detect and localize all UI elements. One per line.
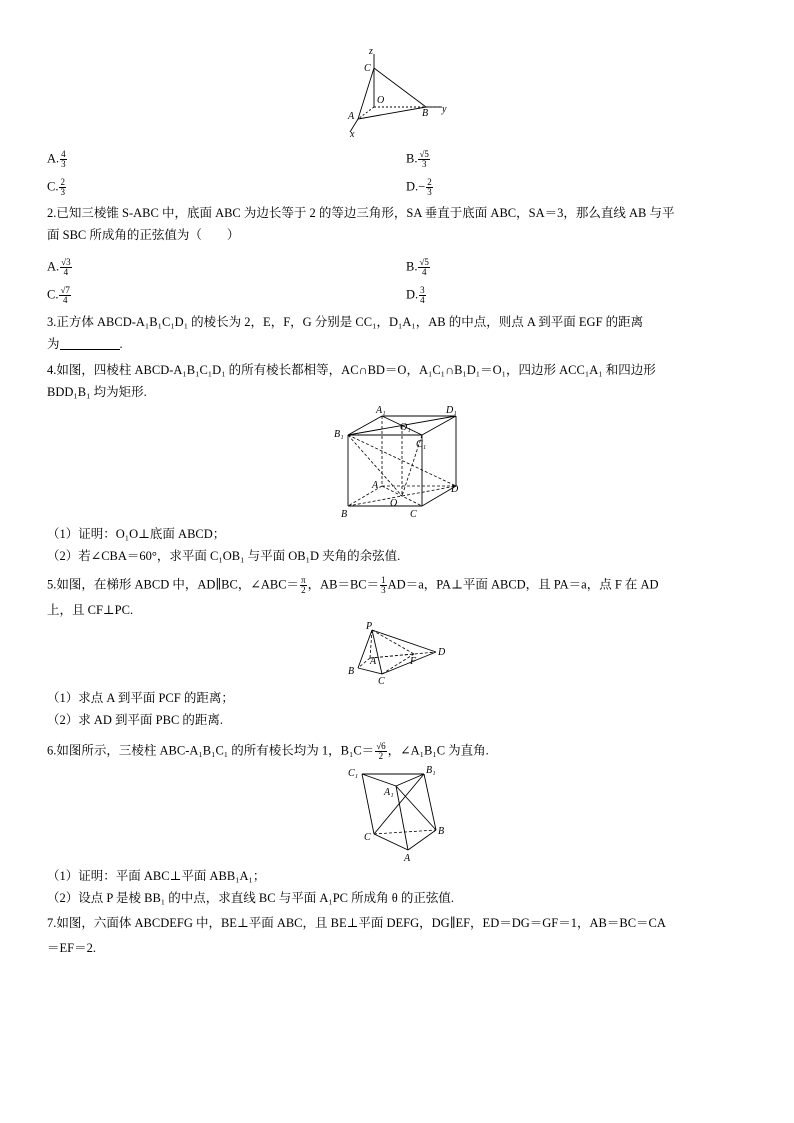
q5-sub1: （1）求点 A 到平面 PCF 的距离； bbox=[47, 691, 234, 705]
q7-stem: 7.如图，六面体 ABCDEFG 中，BE⊥平面 ABC，且 BE⊥平面 DEFG，DG∥EF，ED＝DG＝GF＝1，AB＝BC＝CA bbox=[47, 916, 666, 930]
label-A: A bbox=[370, 656, 377, 667]
label-O1: O₁ bbox=[400, 422, 411, 433]
label-z: z bbox=[369, 46, 373, 57]
label-B1: B₁ bbox=[426, 765, 436, 776]
label-F: F bbox=[410, 656, 417, 667]
label-B: B bbox=[438, 826, 445, 837]
q1-option-b: B. $\frac{√5}{3}$ bbox=[406, 149, 429, 169]
label-O: O bbox=[377, 95, 385, 106]
q2-stem-cont: 面 SBC 所成角的正弦值为（ ） bbox=[47, 228, 240, 242]
q5-stem-cont: 上，且 CF⊥PC. bbox=[47, 603, 134, 617]
figure-trapezoid-pyramid bbox=[344, 620, 454, 686]
figure-coordinate-tetrahedron bbox=[340, 44, 460, 140]
label-A: A bbox=[372, 480, 379, 491]
q6-sub2: （2）设点 P 是棱 BB₁ 的中点，求直线 BC 与平面 A₁PC 所成角 θ 的正弦值. bbox=[47, 891, 454, 905]
label-D1: D₁ bbox=[446, 405, 457, 416]
figure-triangular-prism bbox=[344, 762, 454, 864]
label-C: C bbox=[364, 63, 371, 74]
label-C: C bbox=[364, 832, 371, 843]
q3-stem: 3.正方体 ABCD-A₁B₁C₁D₁ 的棱长为 2，E，F，G 分别是 CC₁，D₁A₁，AB 的中点，则点 A 到平面 EGF 的距离 bbox=[47, 315, 644, 329]
q4-stem: 4.如图，四棱柱 ABCD-A₁B₁C₁D₁ 的所有棱长都相等，AC∩BD＝O，A₁C₁∩B₁D₁＝O₁，四边形 ACC₁A₁ 和四边形 bbox=[47, 363, 656, 377]
q5-stem: 5.如图，在梯形 ABCD 中，AD∥BC，∠ABC＝ $\frac{\pi}{2}$ ，AB＝BC＝ $\frac{1}{3}$ AD＝a，PA⊥平面 ABCD，且 PA＝a，点 F 在 AD bbox=[47, 575, 659, 595]
label-C: C bbox=[410, 509, 417, 520]
q6-sub1: （1）证明：平面 ABC⊥平面 ABB₁A₁； bbox=[47, 869, 266, 883]
label-B1: B₁ bbox=[334, 429, 344, 440]
q7-stem-cont: ＝EF＝2. bbox=[47, 941, 96, 955]
q5-sub2: （2）求 AD 到平面 PBC 的距离. bbox=[47, 713, 224, 727]
q2-option-a: A. $\frac{√3}{4}$ bbox=[47, 257, 71, 277]
label-y: y bbox=[442, 104, 447, 115]
label-A: A bbox=[404, 853, 411, 864]
q2-option-c: C. $\frac{√7}{4}$ bbox=[47, 285, 70, 305]
label-C1: C₁ bbox=[416, 439, 427, 450]
label-D: D bbox=[438, 647, 446, 658]
label-O: O bbox=[390, 498, 398, 509]
q2-stem: 2.已知三棱锥 S-ABC 中，底面 ABC 为边长等于 2 的等边三角形，SA 垂直于底面 ABC，SA＝3，那么直线 AB 与平 bbox=[47, 206, 675, 220]
label-B: B bbox=[422, 108, 429, 119]
label-B: B bbox=[348, 666, 355, 677]
label-A: A bbox=[348, 111, 355, 122]
q2-option-b: B. $\frac{√5}{4}$ bbox=[406, 257, 429, 277]
label-B: B bbox=[341, 509, 348, 520]
edge-AB bbox=[358, 107, 429, 119]
label-P: P bbox=[366, 621, 373, 632]
answer-blank bbox=[60, 337, 120, 350]
edge-CA bbox=[358, 68, 374, 119]
q4-sub1: （1）证明：O₁O⊥底面 ABCD； bbox=[47, 527, 226, 541]
label-x: x bbox=[350, 129, 355, 140]
q1-option-d: D.− $\frac{2}{3}$ bbox=[406, 177, 432, 197]
label-A1: A₁ bbox=[384, 787, 394, 798]
label-C1: C₁ bbox=[348, 768, 359, 779]
q3-stem-cont: 为 . bbox=[47, 337, 123, 351]
label-C: C bbox=[378, 676, 385, 686]
q2-option-d: D. $\frac{3}{4}$ bbox=[406, 285, 425, 305]
q6-stem: 6.如图所示，三棱柱 ABC-A₁B₁C₁ 的所有棱长均为 1，B₁C＝ $\frac{√6}{2}$ ，∠A₁B₁C 为直角. bbox=[47, 741, 489, 761]
q4-stem-cont: BDD₁B₁ 均为矩形. bbox=[47, 385, 147, 399]
label-D: D bbox=[451, 484, 459, 495]
label-A1: A₁ bbox=[376, 405, 386, 416]
q4-sub2: （2）若∠CBA＝60°，求平面 C₁OB₁ 与平面 OB₁D 夹角的余弦值. bbox=[47, 549, 401, 563]
q1-option-a: A. $\frac{4}{3}$ bbox=[47, 149, 66, 169]
figure-prism-abcd bbox=[330, 402, 470, 520]
q1-option-c: C. $\frac{2}{3}$ bbox=[47, 177, 65, 197]
